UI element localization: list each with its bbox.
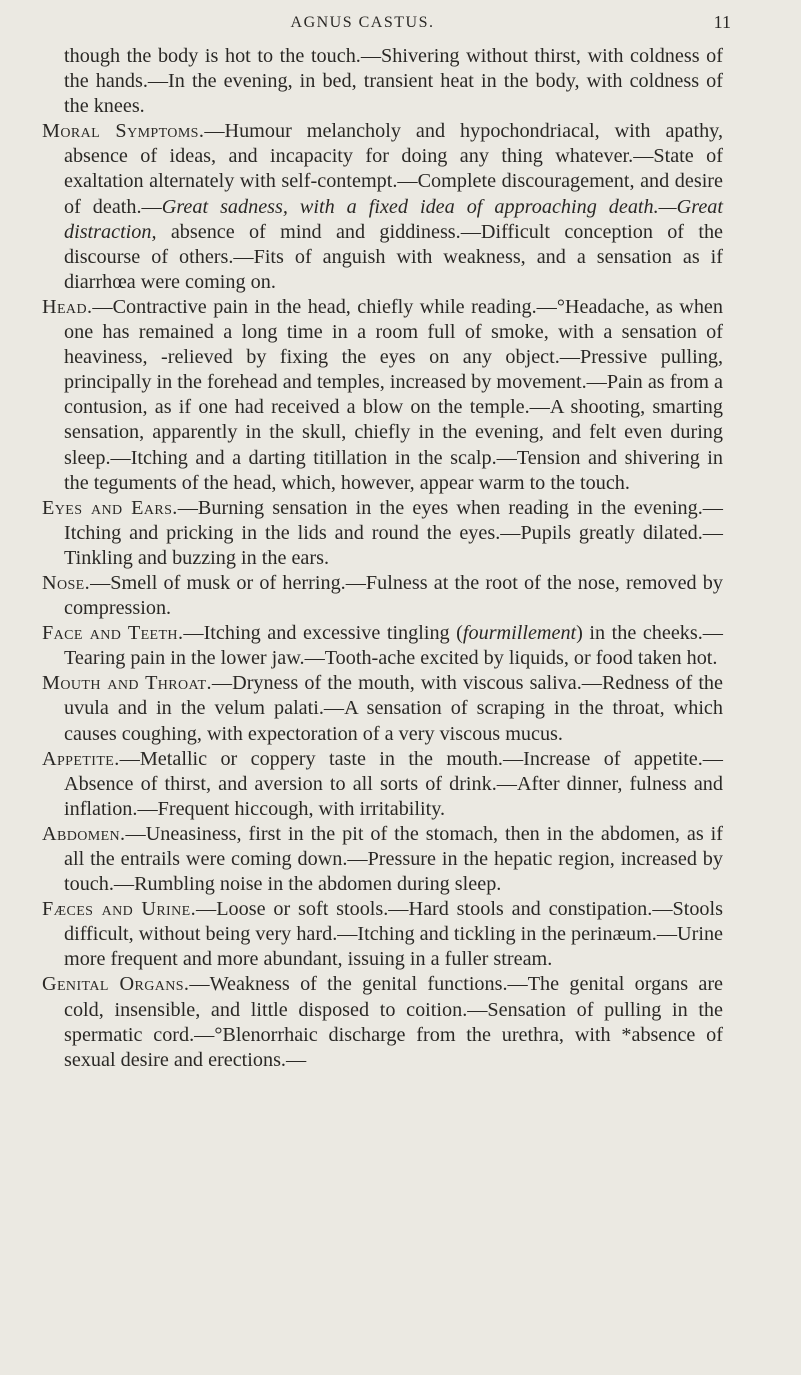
paragraph-text: ) in the cheeks.—Tearing pain in the lower jaw.—Tooth-ache excited by liquids, or food taken hot. bbox=[64, 622, 723, 670]
paragraph-eyes-and-ears bbox=[42, 496, 723, 571]
paragraph-continuation bbox=[42, 44, 723, 119]
emphasis-text: Great sadness, with a fixed idea of approaching death.—Great distraction, bbox=[64, 195, 723, 243]
page-header bbox=[42, 8, 731, 40]
paragraph-nose bbox=[42, 571, 723, 621]
paragraph-faeces-and-urine bbox=[42, 897, 723, 972]
paragraph-text: —Loose or soft stools.—Hard stools and constipation.—Stools difficult, without being very hard.—Itching and tickling in the perinæum.—Urine more frequent and more abundant, issuing in a fuller stream. bbox=[64, 898, 723, 971]
paragraph-face-and-teeth bbox=[42, 621, 723, 671]
paragraph-mouth-and-throat bbox=[42, 671, 723, 746]
paragraph-text: —Weakness of the genital functions.—The genital organs are cold, insensible, and little disposed to coition.—Sensation of pulling in the spermatic cord.—°Blenorrhaic discharge from the urethra, with *absence of sexual desire and erections.— bbox=[64, 973, 723, 1071]
section-heading: Mouth and Throat. bbox=[42, 672, 212, 695]
section-heading: Head. bbox=[42, 295, 93, 318]
paragraph-text: —Humour melancholy and hypochondriacal, with apathy, absence of ideas, and incapacity for doing any thing whatever.—State of exaltation alternately with self-contempt.—Complete discouragement, and desire of death.— bbox=[64, 120, 724, 218]
paragraph-text: though the body is hot to the touch.—Shivering without thirst, with coldness of the hands.—In the evening, in bed, transient heat in the body, with coldness of the knees. bbox=[64, 45, 723, 118]
section-heading: Nose. bbox=[42, 571, 91, 594]
paragraph-text: —Uneasiness, first in the pit of the stomach, then in the abdomen, as if all the entrails were coming down.—Pressure in the hepatic region, increased by touch.—Rumbling noise in the abdomen during sleep. bbox=[64, 822, 723, 896]
paragraph-text: —Smell of musk or of herring.—Fulness at the root of the nose, removed by compression. bbox=[64, 571, 723, 620]
paragraph-head bbox=[42, 295, 723, 496]
paragraph-text: —Metallic or coppery taste in the mouth.—Increase of appetite.—Absence of thirst, and aversion to all sorts of drink.—After dinner, fulness and inflation.—Frequent hiccough, with irritability. bbox=[64, 747, 723, 820]
section-heading: Face and Teeth. bbox=[42, 622, 184, 645]
body-text bbox=[42, 44, 723, 1073]
paragraph-text: absence of mind and giddiness.—Difficult conception of the discourse of others.—Fits of anguish with weakness, and a sensation as if diarrhœa were coming on. bbox=[64, 220, 723, 293]
section-heading: Fæces and Urine. bbox=[42, 898, 197, 921]
section-heading: Genital Organs. bbox=[42, 973, 190, 996]
paragraph-text: —Dryness of the mouth, with viscous saliva.—Redness of the uvula and in the velum palati.—A sensation of scraping in the throat, which causes coughing, with expectoration of a very viscous mucus. bbox=[64, 672, 723, 745]
paragraph-genital-organs bbox=[42, 972, 723, 1072]
section-heading: Appetite. bbox=[42, 747, 120, 770]
paragraph-appetite bbox=[42, 747, 723, 822]
paragraph-text: —Itching and excessive tingling ( bbox=[183, 622, 463, 645]
section-heading: Abdomen. bbox=[42, 822, 126, 845]
paragraph-abdomen bbox=[42, 822, 723, 897]
running-head: AGNUS CASTUS. bbox=[290, 14, 435, 31]
paragraph-text: —Burning sensation in the eyes when reading in the evening.—Itching and pricking in the lids and round the eyes.—Pupils greatly dilated.—Tinkling and buzzing in the ears. bbox=[64, 496, 723, 569]
page-number: 11 bbox=[713, 12, 731, 32]
paragraph-text: —Contractive pain in the head, chiefly while reading.—°Headache, as when one has remained a long time in a room full of smoke, with a sensation of heaviness, -relieved by fixing the eyes on any object.—Pressive pulling, principally in the forehead and temples, increased by movement.—Pain as from a contusion, as if one had received a blow on the temple.—A shooting, smarting sensation, apparently in the skull, chiefly in the evening, and felt even during sleep.—Itching and a darting titillation in the scalp.—Tension and shivering in the teguments of the head, which, however, appear warm to the touch. bbox=[64, 295, 723, 494]
paragraph-moral-symptoms bbox=[42, 119, 723, 295]
emphasis-text: fourmillement bbox=[462, 622, 577, 645]
section-heading: Moral Symptoms. bbox=[42, 120, 205, 143]
section-heading: Eyes and Ears. bbox=[42, 496, 178, 519]
